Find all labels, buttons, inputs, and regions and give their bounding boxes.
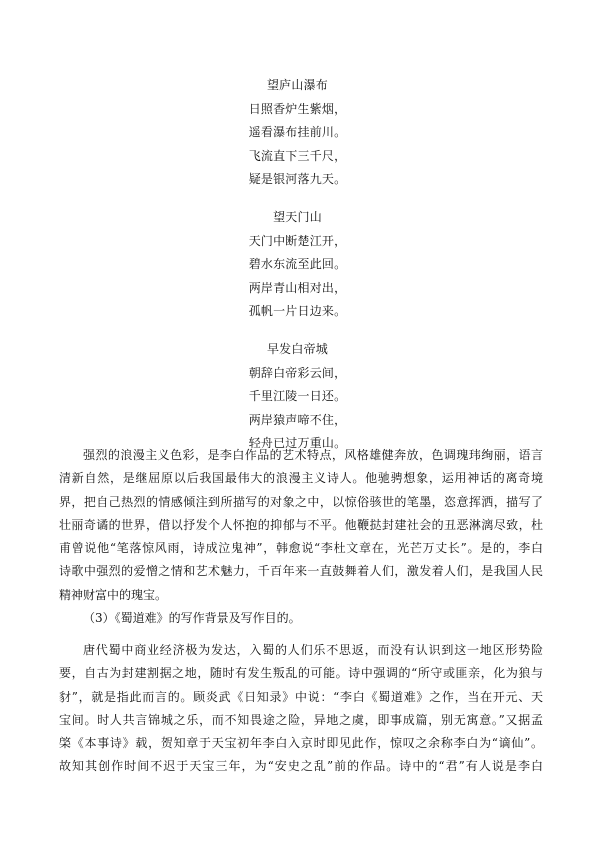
poem-wang-lushan-pubu [0,74,595,192]
poem-line: 轻舟已过万重山。 [248,436,347,450]
paragraph-line: 宝间。时人共言锦城之乐，而不知畏途之险，异地之虞，即事成篇，别无寓意。”又据孟 [59,712,543,727]
poem-line: 天门中断楚江开， [248,233,347,248]
poem-line: 千里江陵一日还。 [248,389,347,403]
paragraph-line: 故知其创作时间不迟于天宝三年，为“安史之乱”前的作品。诗中的“君”有人说是李白 [59,759,543,774]
paragraph-shudaonan-background [59,639,543,779]
paragraph-line: 棨《本事诗》载，贺知章于天宝初年李白入京时即见此作，惊叹之余称李白为“谪仙”。 [59,736,543,751]
paragraph-line: 壮丽奇谲的世界，借以抒发个人怀抱的抑郁与不平。他鞭挞封建社会的丑恶淋漓尽致，杜 [59,517,543,532]
paragraph-line: 豺”，就是指此而言的。顾炎武《日知录》中说：“李白《蜀道难》之作，当在开元、天 [59,689,543,704]
poem-line: 孤帆一片日边来。 [248,304,347,318]
paragraph-line: 强烈的浪漫主义色彩，是李白作品的艺术特点，风格雄健奔放，色调瑰玮绚丽，语言 [83,448,543,462]
poem-line: 遥看瀑布挂前川。 [248,125,347,139]
paragraph-line: 要，自古为封建割据之地，随时有发生叛乱的可能。诗中强调的“所守或匪亲，化为狼与 [59,666,543,681]
paragraph-line: 唐代蜀中商业经济极为发达，入蜀的人们乐不思返，而没有认识到这一地区形势险 [83,643,543,657]
poem-line: 日照香炉生紫烟， [248,101,347,116]
poem-wang-tianmenshan [0,206,595,324]
poem-line: 两岸青山相对出， [248,280,347,295]
poem-title: 早发白帝城 [266,342,328,356]
poem-line: 朝辞白帝彩云间， [248,365,347,380]
paragraph-line: 精神财富中的瑰宝。 [59,587,168,602]
poem-title: 望庐山瀑布 [266,78,328,92]
section-heading-text: （3）《蜀道难》的写作背景及写作目的。 [83,611,301,625]
poem-zaofa-baidicheng [0,338,595,456]
paragraph-line: 清新自然，是继屈原以后我国最伟大的浪漫主义诗人。他驰骋想象，运用神话的离奇境 [59,471,543,486]
paragraph-line: 界，把自己热烈的情感倾注到所描写的对象之中，以惊俗骇世的笔墨，恣意挥洒，描写了 [59,494,543,509]
paragraph-line: 甫曾说他“笔落惊风雨，诗成泣鬼神”，韩愈说“李杜文章在，光芒万丈长”。是的，李白 [59,541,543,556]
paragraph-romanticism [59,444,543,607]
section-heading [59,607,543,630]
paragraph-line: 诗歌中强烈的爱憎之情和艺术魅力，千百年来一直鼓舞着人们，激发着人们，是我国人民 [59,564,543,579]
poem-line: 飞流直下三千尺， [248,148,347,163]
poem-title: 望天门山 [273,210,322,224]
poem-line: 疑是银河落九天。 [248,172,347,186]
poem-line: 两岸猿声啼不住， [248,412,347,427]
poem-line: 碧水东流至此回。 [248,257,347,271]
